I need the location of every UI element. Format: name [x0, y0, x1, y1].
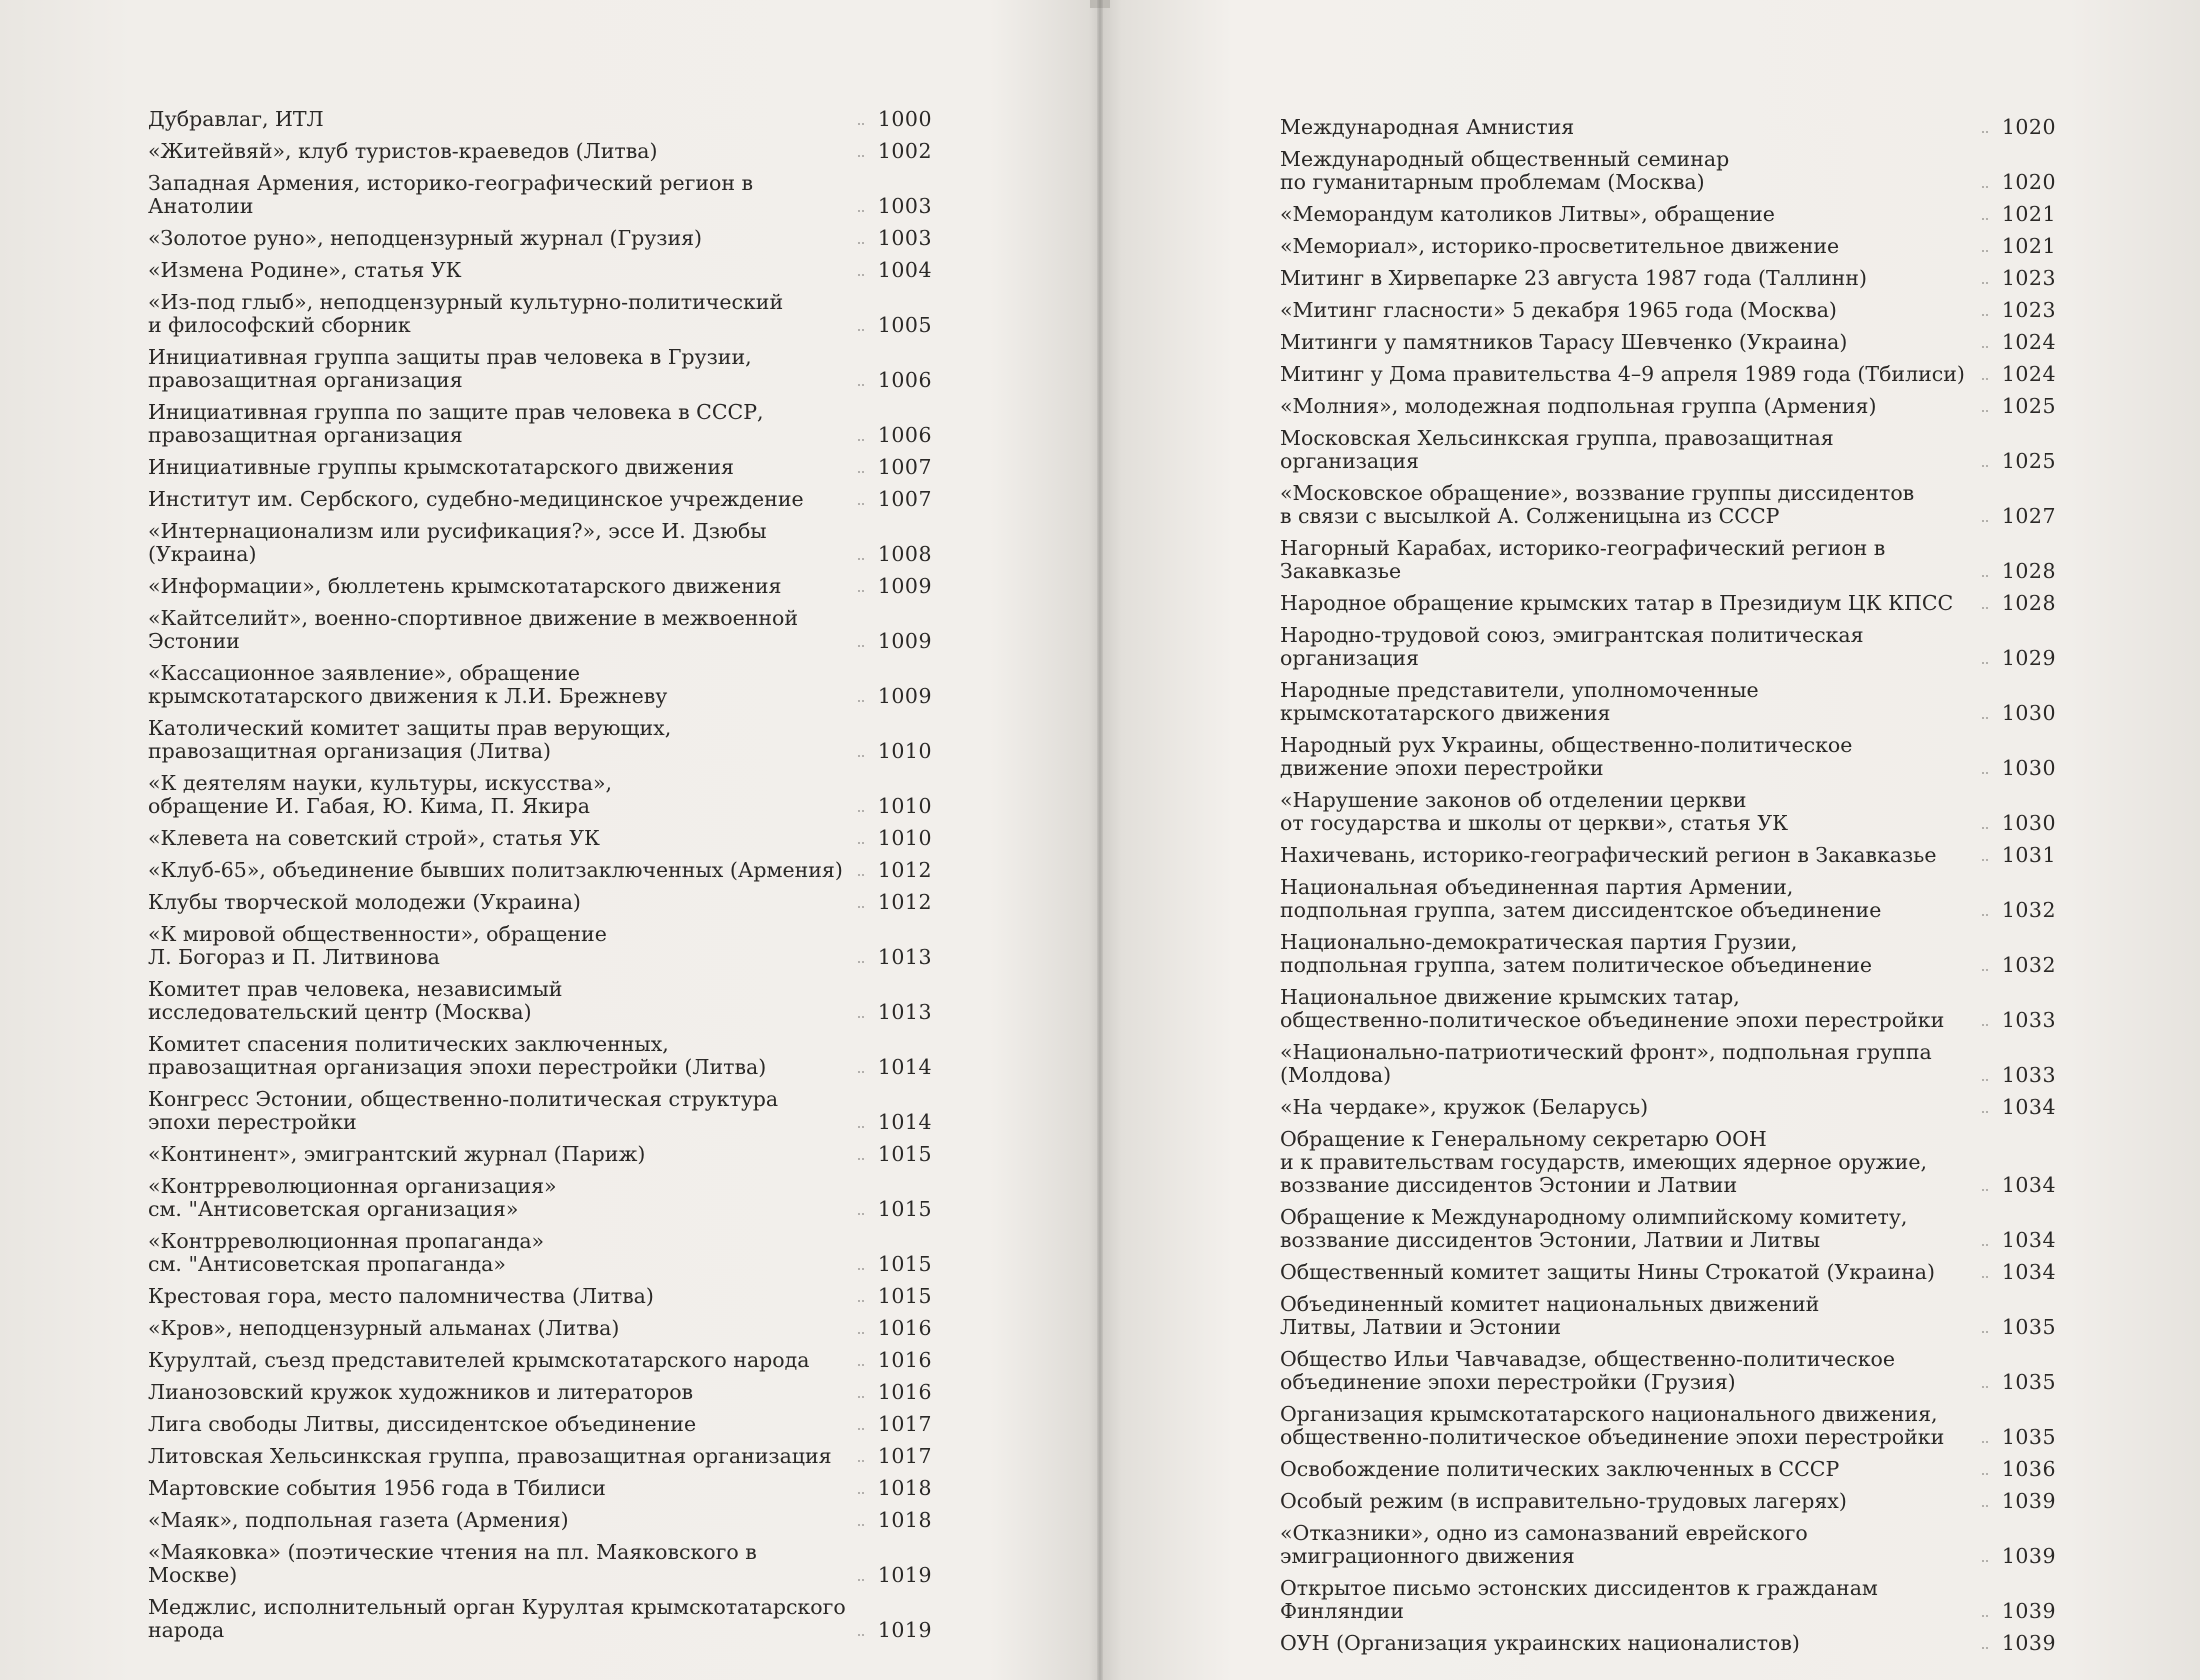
- dot-leader: [1982, 281, 1988, 284]
- toc-entry: [1280, 592, 2056, 615]
- toc-entry-title: «Меморандум католиков Литвы», обращение: [1280, 202, 1775, 226]
- dot-leader: [1982, 1472, 1988, 1475]
- toc-entry-title: «Житейвяй», клуб туристов-краеведов (Литва): [148, 139, 658, 163]
- toc-entry-title: Западная Армения, историко-географический регион в Анатолии: [148, 171, 754, 218]
- toc-entry-page-number: 1010: [877, 826, 932, 850]
- toc-entry-page-number: 1023: [2001, 298, 2056, 322]
- toc-entry: [148, 401, 932, 447]
- toc-entry-page-number: 1007: [877, 455, 932, 479]
- toc-entry-title: ОУН (Организация украинских националистов): [1280, 1631, 1800, 1655]
- toc-entry: [1280, 267, 2056, 290]
- toc-entry-title: Народный рух Украины, общественно-политическое движение эпохи перестройки: [1280, 733, 1853, 780]
- dot-leader: [1982, 771, 1988, 774]
- dot-leader: [1982, 968, 1988, 971]
- toc-entry: [1280, 876, 2056, 922]
- toc-entry-title: Инициативные группы крымскотатарского движения: [148, 455, 734, 479]
- toc-entry-page-number: 1034: [2001, 1173, 2056, 1197]
- dot-leader: [1982, 409, 1988, 412]
- dot-leader: [1982, 1385, 1988, 1388]
- toc-entry: [1280, 679, 2056, 725]
- dot-leader: [1982, 1078, 1988, 1081]
- toc-entry: [148, 520, 932, 566]
- dot-leader: [1982, 913, 1988, 916]
- toc-entry-title: «Из-под глыб», неподцензурный культурно-политический и философский сборник: [148, 290, 784, 337]
- dot-leader: [1982, 1646, 1988, 1649]
- toc-entry-title: Нахичевань, историко-географический регион в Закавказье: [1280, 843, 1937, 867]
- dot-leader: [1982, 185, 1988, 188]
- toc-entry: [148, 772, 932, 818]
- toc-entry: [1280, 789, 2056, 835]
- toc-entry-page-number: 1003: [877, 226, 932, 250]
- toc-entry-page-number: 1012: [877, 890, 932, 914]
- dot-leader: [858, 470, 864, 473]
- dot-leader: [858, 960, 864, 963]
- toc-entry-title: «К деятелям науки, культуры, искусства», обращение И. Габая, Ю. Кима, П. Якира: [148, 771, 613, 818]
- toc-entry-title: «Измена Родине», статья УК: [148, 258, 462, 282]
- dot-leader: [858, 1523, 864, 1526]
- dot-leader: [1982, 858, 1988, 861]
- toc-entry: [1280, 235, 2056, 258]
- toc-entry-title: «Клевета на советский строй», статья УК: [148, 826, 600, 850]
- toc-entry: [148, 1175, 932, 1221]
- toc-entry-page-number: 1039: [2001, 1631, 2056, 1655]
- toc-entry: [1280, 1632, 2056, 1655]
- dot-leader: [1982, 1614, 1988, 1617]
- toc-entry-page-number: 1015: [877, 1252, 932, 1276]
- toc-entry-title: Международный общественный семинар по гуманитарным проблемам (Москва): [1280, 147, 1730, 194]
- toc-entry-title: «Континент», эмигрантский журнал (Париж): [148, 1142, 646, 1166]
- toc-entry: [1280, 844, 2056, 867]
- toc-entry-title: «Кров», неподцензурный альманах (Литва): [148, 1316, 620, 1340]
- toc-entry-title: Национально-демократическая партия Грузии, подпольная группа, затем политическое объединение: [1280, 930, 1873, 977]
- toc-entry-page-number: 1017: [877, 1412, 932, 1436]
- dot-leader: [1982, 249, 1988, 252]
- toc-entry-page-number: 1023: [2001, 266, 2056, 290]
- toc-entry: [148, 1088, 932, 1134]
- toc-entry-title: Народные представители, уполномоченные крымскотатарского движения: [1280, 678, 1759, 725]
- toc-entry: [1280, 986, 2056, 1032]
- toc-entry-page-number: 1016: [877, 1348, 932, 1372]
- dot-leader: [1982, 826, 1988, 829]
- right-page-toc: [1280, 116, 2056, 1664]
- toc-entry: [1280, 427, 2056, 473]
- toc-entry: [148, 827, 932, 850]
- toc-entry: [148, 1413, 932, 1436]
- toc-entry-title: Национальное движение крымских татар, общественно-политическое объединение эпохи перестройки: [1280, 985, 1945, 1032]
- toc-entry-page-number: 1013: [877, 945, 932, 969]
- toc-entry: [1280, 482, 2056, 528]
- toc-entry: [148, 717, 932, 763]
- dot-leader: [858, 1267, 864, 1270]
- toc-entry-title: Лианозовский кружок художников и литераторов: [148, 1380, 694, 1404]
- toc-entry-title: «Московское обращение», воззвание группы диссидентов в связи с высылкой А. Солженицына из СССР: [1280, 481, 1915, 528]
- toc-entry-page-number: 1018: [877, 1508, 932, 1532]
- toc-entry: [148, 978, 932, 1024]
- toc-entry-page-number: 1035: [2001, 1425, 2056, 1449]
- toc-entry: [148, 1285, 932, 1308]
- toc-entry-page-number: 1008: [877, 542, 932, 566]
- dot-leader: [1982, 1330, 1988, 1333]
- toc-entry-title: Конгресс Эстонии, общественно-политическая структура эпохи перестройки: [148, 1087, 779, 1134]
- toc-entry: [148, 108, 932, 131]
- dot-leader: [858, 1125, 864, 1128]
- toc-entry-title: Меджлис, исполнительный орган Курултая крымскотатарского народа: [148, 1595, 846, 1642]
- toc-entry: [148, 1445, 932, 1468]
- toc-entry: [1280, 148, 2056, 194]
- toc-entry: [1280, 395, 2056, 418]
- dot-leader: [858, 209, 864, 212]
- toc-entry: [148, 1143, 932, 1166]
- dot-leader: [858, 328, 864, 331]
- toc-entry-page-number: 1039: [2001, 1599, 2056, 1623]
- toc-entry-title: «Маяк», подпольная газета (Армения): [148, 1508, 569, 1532]
- toc-entry-page-number: 1039: [2001, 1489, 2056, 1513]
- toc-entry-title: «Золотое руно», неподцензурный журнал (Грузия): [148, 226, 703, 250]
- dot-leader: [858, 1070, 864, 1073]
- dot-leader: [1982, 1559, 1988, 1562]
- toc-entry-page-number: 1035: [2001, 1370, 2056, 1394]
- toc-entry: [148, 1596, 932, 1642]
- dot-leader: [858, 383, 864, 386]
- toc-entry-page-number: 1029: [2001, 646, 2056, 670]
- dot-leader: [1982, 345, 1988, 348]
- dot-leader: [858, 557, 864, 560]
- toc-entry-title: Комитет прав человека, независимый исследовательский центр (Москва): [148, 977, 563, 1024]
- toc-entry: [1280, 1348, 2056, 1394]
- toc-entry-page-number: 1027: [2001, 504, 2056, 528]
- dot-leader: [1982, 519, 1988, 522]
- toc-entry-page-number: 1015: [877, 1284, 932, 1308]
- toc-entry: [148, 1541, 932, 1587]
- dot-leader: [858, 841, 864, 844]
- dot-leader: [858, 1015, 864, 1018]
- dot-leader: [858, 1363, 864, 1366]
- toc-entry-page-number: 1032: [2001, 898, 2056, 922]
- dot-leader: [1982, 1023, 1988, 1026]
- toc-entry-title: «Отказники», одно из самоназваний еврейского эмиграционного движения: [1280, 1521, 1808, 1568]
- dot-leader: [1982, 1243, 1988, 1246]
- toc-entry-title: «Мемориал», историко-просветительное движение: [1280, 234, 1840, 258]
- toc-entry-title: Мартовские события 1956 года в Тбилиси: [148, 1476, 606, 1500]
- toc-entry-title: Клубы творческой молодежи (Украина): [148, 890, 581, 914]
- dot-leader: [1982, 1188, 1988, 1191]
- toc-entry-page-number: 1020: [2001, 170, 2056, 194]
- toc-entry: [148, 488, 932, 511]
- toc-entry-page-number: 1016: [877, 1380, 932, 1404]
- toc-entry-title: Митинги у памятников Тарасу Шевченко (Украина): [1280, 330, 1848, 354]
- dot-leader: [1982, 377, 1988, 380]
- toc-entry-page-number: 1012: [877, 858, 932, 882]
- toc-entry-page-number: 1039: [2001, 1544, 2056, 1568]
- toc-entry-page-number: 1015: [877, 1142, 932, 1166]
- dot-leader: [858, 1395, 864, 1398]
- left-page-toc: [148, 108, 932, 1651]
- toc-entry-title: «Маяковка» (поэтические чтения на пл. Маяковского в Москве): [148, 1540, 757, 1587]
- dot-leader: [858, 241, 864, 244]
- dot-leader: [858, 1491, 864, 1494]
- toc-entry-title: Дубравлаг, ИТЛ: [148, 107, 324, 131]
- toc-entry-title: Народно-трудовой союз, эмигрантская политическая организация: [1280, 623, 1864, 670]
- toc-entry-page-number: 1013: [877, 1000, 932, 1024]
- toc-entry-page-number: 1018: [877, 1476, 932, 1500]
- dot-leader: [858, 1427, 864, 1430]
- toc-entry-page-number: 1028: [2001, 559, 2056, 583]
- toc-entry-page-number: 1017: [877, 1444, 932, 1468]
- toc-entry-page-number: 1005: [877, 313, 932, 337]
- dot-leader: [858, 502, 864, 505]
- dot-leader: [858, 1633, 864, 1636]
- toc-entry-title: Обращение к Генеральному секретарю ООН и к правительствам государств, имеющих ядерное оружие, воззвание диссидентов Эстонии и Латвии: [1280, 1127, 1927, 1197]
- toc-entry-page-number: 1009: [877, 684, 932, 708]
- toc-entry-title: «Интернационализм или русификация?», эссе И. Дзюбы (Украина): [148, 519, 767, 566]
- toc-entry-title: «Нарушение законов об отделении церкви от государства и школы от церкви», статья УК: [1280, 788, 1789, 835]
- toc-entry: [1280, 203, 2056, 226]
- dot-leader: [1982, 606, 1988, 609]
- toc-entry-page-number: 1019: [877, 1618, 932, 1642]
- toc-entry-title: «Кайтселийт», военно-спортивное движение в межвоенной Эстонии: [148, 606, 799, 653]
- dot-leader: [858, 905, 864, 908]
- toc-entry: [1280, 1206, 2056, 1252]
- toc-entry-page-number: 1004: [877, 258, 932, 282]
- toc-entry-page-number: 1010: [877, 794, 932, 818]
- dot-leader: [858, 754, 864, 757]
- dot-leader: [1982, 313, 1988, 316]
- toc-entry-title: Курултай, съезд представителей крымскотатарского народа: [148, 1348, 810, 1372]
- toc-entry: [148, 859, 932, 882]
- toc-entry-page-number: 1006: [877, 423, 932, 447]
- toc-entry-page-number: 1036: [2001, 1457, 2056, 1481]
- toc-entry-title: «Контрреволюционная пропаганда» см. "Антисоветская пропаганда»: [148, 1229, 545, 1276]
- toc-entry-page-number: 1030: [2001, 701, 2056, 725]
- toc-entry: [1280, 363, 2056, 386]
- toc-entry: [148, 662, 932, 708]
- toc-entry: [1280, 299, 2056, 322]
- toc-entry-page-number: 1015: [877, 1197, 932, 1221]
- toc-entry-page-number: 1009: [877, 574, 932, 598]
- toc-entry-page-number: 1020: [2001, 115, 2056, 139]
- toc-entry-page-number: 1025: [2001, 449, 2056, 473]
- toc-entry: [1280, 537, 2056, 583]
- toc-entry-title: Католический комитет защиты прав верующих, правозащитная организация (Литва): [148, 716, 672, 763]
- toc-entry: [1280, 734, 2056, 780]
- toc-entry: [1280, 1293, 2056, 1339]
- dot-leader: [858, 809, 864, 812]
- dot-leader: [1982, 1275, 1988, 1278]
- toc-entry: [1280, 331, 2056, 354]
- toc-entry-page-number: 1033: [2001, 1063, 2056, 1087]
- toc-entry-title: Комитет спасения политических заключенных, правозащитная организация эпохи перестройки (Литва): [148, 1032, 767, 1079]
- dot-leader: [858, 873, 864, 876]
- toc-entry: [148, 891, 932, 914]
- dot-leader: [858, 438, 864, 441]
- toc-entry-page-number: 1019: [877, 1563, 932, 1587]
- dot-leader: [858, 699, 864, 702]
- toc-entry-page-number: 1034: [2001, 1260, 2056, 1284]
- book-gutter: [1097, 0, 1103, 1680]
- toc-entry-title: «Молния», молодежная подпольная группа (Армения): [1280, 394, 1877, 418]
- toc-entry: [148, 291, 932, 337]
- toc-entry: [148, 227, 932, 250]
- toc-entry-title: «Кассационное заявление», обращение крымскотатарского движения к Л.И. Брежневу: [148, 661, 668, 708]
- toc-entry-title: Инициативная группа по защите прав человека в СССР, правозащитная организация: [148, 400, 764, 447]
- toc-entry-page-number: 1033: [2001, 1008, 2056, 1032]
- toc-entry: [148, 1033, 932, 1079]
- toc-entry: [148, 1317, 932, 1340]
- dot-leader: [858, 1331, 864, 1334]
- toc-entry-page-number: 1024: [2001, 330, 2056, 354]
- toc-entry: [148, 346, 932, 392]
- toc-entry: [148, 923, 932, 969]
- toc-entry: [1280, 1096, 2056, 1119]
- dot-leader: [1982, 1110, 1988, 1113]
- toc-entry: [1280, 624, 2056, 670]
- toc-entry: [148, 1509, 932, 1532]
- toc-entry: [148, 607, 932, 653]
- toc-entry-title: «Национально-патриотический фронт», подпольная группа (Молдова): [1280, 1040, 1932, 1087]
- toc-entry-title: Московская Хельсинкская группа, правозащитная организация: [1280, 426, 1834, 473]
- dot-leader: [858, 122, 864, 125]
- toc-entry-page-number: 1024: [2001, 362, 2056, 386]
- toc-entry: [148, 259, 932, 282]
- toc-entry-page-number: 1014: [877, 1055, 932, 1079]
- toc-entry-title: Общественный комитет защиты Нины Строкатой (Украина): [1280, 1260, 1935, 1284]
- toc-entry-title: Митинг в Хирвепарке 23 августа 1987 года (Таллинн): [1280, 266, 1867, 290]
- toc-entry-page-number: 1034: [2001, 1095, 2056, 1119]
- toc-entry-title: Крестовая гора, место паломничества (Литва): [148, 1284, 654, 1308]
- toc-entry: [148, 1381, 932, 1404]
- toc-entry-title: «Клуб-65», объединение бывших политзаключенных (Армения): [148, 858, 843, 882]
- toc-entry: [148, 172, 932, 218]
- toc-entry: [1280, 1261, 2056, 1284]
- dot-leader: [1982, 1504, 1988, 1507]
- dot-leader: [1982, 130, 1988, 133]
- toc-entry-title: Объединенный комитет национальных движений Литвы, Латвии и Эстонии: [1280, 1292, 1820, 1339]
- dot-leader: [1982, 661, 1988, 664]
- toc-entry: [1280, 1522, 2056, 1568]
- dot-leader: [858, 589, 864, 592]
- toc-entry-page-number: 1016: [877, 1316, 932, 1340]
- toc-entry-title: «Митинг гласности» 5 декабря 1965 года (Москва): [1280, 298, 1837, 322]
- toc-entry-title: Открытое письмо эстонских диссидентов к гражданам Финляндии: [1280, 1576, 1878, 1623]
- dot-leader: [858, 1459, 864, 1462]
- dot-leader: [1982, 217, 1988, 220]
- dot-leader: [858, 1157, 864, 1160]
- toc-entry-page-number: 1002: [877, 139, 932, 163]
- toc-entry: [1280, 1403, 2056, 1449]
- toc-entry-page-number: 1030: [2001, 756, 2056, 780]
- toc-entry-title: Инициативная группа защиты прав человека в Грузии, правозащитная организация: [148, 345, 752, 392]
- toc-entry-page-number: 1021: [2001, 234, 2056, 258]
- toc-entry: [148, 140, 932, 163]
- toc-entry-page-number: 1025: [2001, 394, 2056, 418]
- toc-entry-page-number: 1032: [2001, 953, 2056, 977]
- dot-leader: [858, 644, 864, 647]
- toc-entry-title: Нагорный Карабах, историко-географический регион в Закавказье: [1280, 536, 1886, 583]
- dot-leader: [1982, 574, 1988, 577]
- toc-entry-page-number: 1006: [877, 368, 932, 392]
- toc-entry: [148, 575, 932, 598]
- dot-leader: [858, 1578, 864, 1581]
- toc-entry: [148, 1477, 932, 1500]
- dot-leader: [858, 154, 864, 157]
- toc-entry: [1280, 1041, 2056, 1087]
- toc-entry-title: «Информации», бюллетень крымскотатарского движения: [148, 574, 782, 598]
- toc-entry-title: Обращение к Международному олимпийскому комитету, воззвание диссидентов Эстонии, Латвии и Литвы: [1280, 1205, 1908, 1252]
- toc-entry-page-number: 1007: [877, 487, 932, 511]
- dot-leader: [1982, 464, 1988, 467]
- toc-entry-title: Общество Ильи Чавчавадзе, общественно-политическое объединение эпохи перестройки (Грузия): [1280, 1347, 1896, 1394]
- toc-entry-page-number: 1014: [877, 1110, 932, 1134]
- dot-leader: [1982, 1440, 1988, 1443]
- dot-leader: [858, 1299, 864, 1302]
- toc-entry-title: Институт им. Сербского, судебно-медицинское учреждение: [148, 487, 804, 511]
- toc-entry-title: Международная Амнистия: [1280, 115, 1575, 139]
- toc-entry: [1280, 1458, 2056, 1481]
- toc-entry-title: Освобождение политических заключенных в СССР: [1280, 1457, 1840, 1481]
- toc-entry: [1280, 931, 2056, 977]
- toc-entry-page-number: 1010: [877, 739, 932, 763]
- toc-entry-page-number: 1028: [2001, 591, 2056, 615]
- dot-leader: [858, 273, 864, 276]
- toc-entry: [1280, 1577, 2056, 1623]
- toc-entry: [148, 456, 932, 479]
- toc-entry-page-number: 1003: [877, 194, 932, 218]
- toc-entry-title: «К мировой общественности», обращение Л. Богораз и П. Литвинова: [148, 922, 607, 969]
- toc-entry-page-number: 1030: [2001, 811, 2056, 835]
- toc-entry-title: Лига свободы Литвы, диссидентское объединение: [148, 1412, 697, 1436]
- toc-entry-page-number: 1009: [877, 629, 932, 653]
- toc-entry-title: Народное обращение крымских татар в Президиум ЦК КПСС: [1280, 591, 1954, 615]
- toc-entry: [1280, 116, 2056, 139]
- toc-entry: [148, 1349, 932, 1372]
- toc-entry-title: Особый режим (в исправительно-трудовых лагерях): [1280, 1489, 1847, 1513]
- toc-entry-title: Литовская Хельсинкская группа, правозащитная организация: [148, 1444, 832, 1468]
- dot-leader: [1982, 716, 1988, 719]
- toc-entry-page-number: 1021: [2001, 202, 2056, 226]
- toc-entry: [148, 1230, 932, 1276]
- dot-leader: [858, 1212, 864, 1215]
- toc-entry-title: Митинг у Дома правительства 4–9 апреля 1989 года (Тбилиси): [1280, 362, 1965, 386]
- toc-entry-title: «Контрреволюционная организация» см. "Антисоветская организация»: [148, 1174, 557, 1221]
- toc-entry-title: Национальная объединенная партия Армении, подпольная группа, затем диссидентское объединение: [1280, 875, 1882, 922]
- toc-entry: [1280, 1490, 2056, 1513]
- toc-entry-page-number: 1031: [2001, 843, 2056, 867]
- toc-entry-page-number: 1035: [2001, 1315, 2056, 1339]
- toc-entry-title: Организация крымскотатарского национального движения, общественно-политическое объединение эпохи перестройки: [1280, 1402, 1945, 1449]
- toc-entry-page-number: 1000: [877, 107, 932, 131]
- toc-entry-title: «На чердаке», кружок (Беларусь): [1280, 1095, 1649, 1119]
- toc-entry: [1280, 1128, 2056, 1197]
- toc-entry-page-number: 1034: [2001, 1228, 2056, 1252]
